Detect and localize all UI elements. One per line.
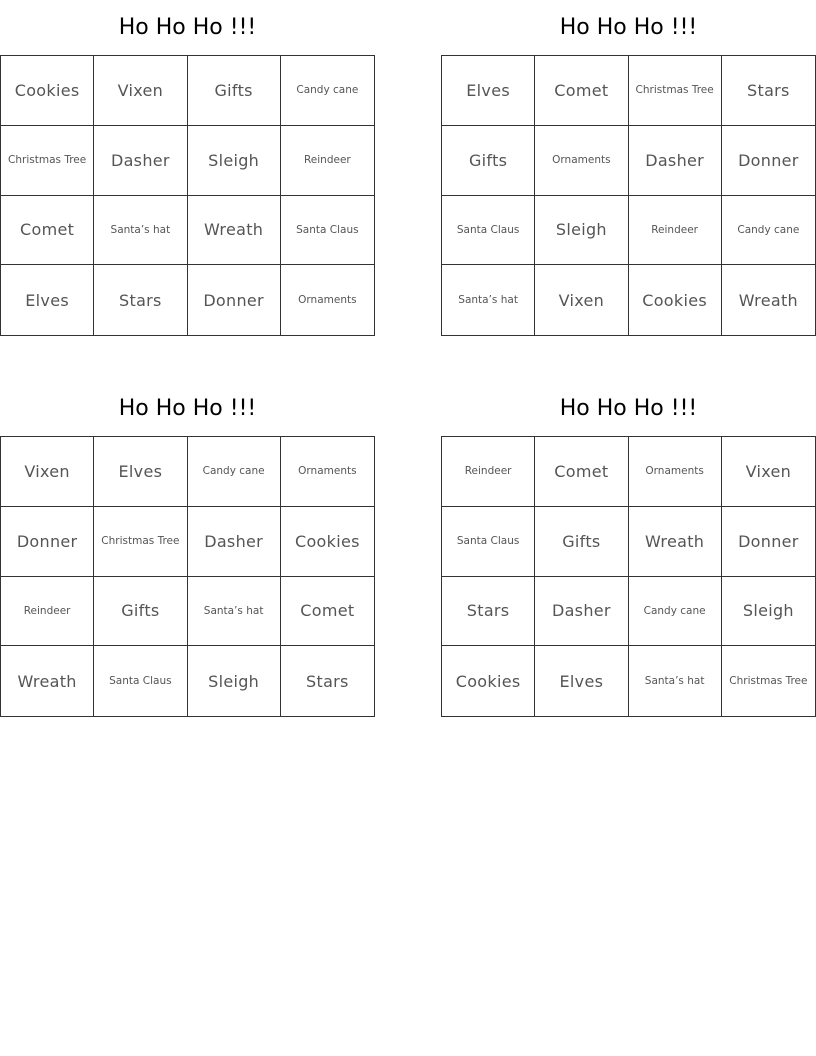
- bingo-cell: Donner: [722, 507, 815, 577]
- bingo-cell: Christmas Tree: [94, 507, 187, 577]
- bingo-cell: Reindeer: [442, 437, 535, 507]
- bingo-cell: Sleigh: [722, 577, 815, 647]
- bingo-cell: Ornaments: [629, 437, 722, 507]
- bingo-cell: Dasher: [535, 577, 628, 647]
- bingo-cell: Donner: [722, 126, 815, 196]
- bingo-cell: Sleigh: [188, 126, 281, 196]
- bingo-grid: [441, 55, 816, 336]
- card-title: Ho Ho Ho !!!: [559, 15, 698, 40]
- bingo-cell: Stars: [722, 56, 815, 126]
- bingo-cell: Dasher: [188, 507, 281, 577]
- bingo-grid: [0, 55, 375, 336]
- bingo-cell: Ornaments: [535, 126, 628, 196]
- bingo-cell: Elves: [442, 56, 535, 126]
- bingo-cell: Wreath: [1, 646, 94, 716]
- bingo-cell: Comet: [1, 196, 94, 266]
- bingo-cell: Sleigh: [188, 646, 281, 716]
- bingo-cell: Santa Claus: [442, 196, 535, 266]
- card-title: Ho Ho Ho !!!: [118, 396, 257, 421]
- bingo-cell: Vixen: [1, 437, 94, 507]
- bingo-cell: Gifts: [442, 126, 535, 196]
- bingo-cell: Reindeer: [1, 577, 94, 647]
- bingo-cell: Gifts: [535, 507, 628, 577]
- bingo-cell: Candy cane: [722, 196, 815, 266]
- card-title: Ho Ho Ho !!!: [559, 396, 698, 421]
- bingo-cell: Sleigh: [535, 196, 628, 266]
- bingo-cell: Vixen: [94, 56, 187, 126]
- bingo-cell: Santa’s hat: [188, 577, 281, 647]
- bingo-cell: Reindeer: [629, 196, 722, 266]
- bingo-grid: [0, 436, 375, 717]
- bingo-cell: Santa’s hat: [442, 265, 535, 335]
- bingo-cell: Cookies: [442, 646, 535, 716]
- bingo-cell: Comet: [281, 577, 374, 647]
- bingo-cell: Wreath: [629, 507, 722, 577]
- bingo-cell: Candy cane: [188, 437, 281, 507]
- bingo-cell: Santa Claus: [442, 507, 535, 577]
- bingo-cell: Donner: [188, 265, 281, 335]
- bingo-cell: Santa Claus: [281, 196, 374, 266]
- bingo-cell: Vixen: [535, 265, 628, 335]
- bingo-cell: Cookies: [1, 56, 94, 126]
- bingo-cell: Christmas Tree: [1, 126, 94, 196]
- bingo-cell: Reindeer: [281, 126, 374, 196]
- bingo-cell: Dasher: [94, 126, 187, 196]
- bingo-cell: Stars: [94, 265, 187, 335]
- bingo-cell: Christmas Tree: [629, 56, 722, 126]
- bingo-cell: Elves: [535, 646, 628, 716]
- bingo-cell: Gifts: [188, 56, 281, 126]
- bingo-cell: Santa Claus: [94, 646, 187, 716]
- bingo-cell: Ornaments: [298, 294, 357, 307]
- bingo-cell: Vixen: [722, 437, 815, 507]
- bingo-cell: Santa’s hat: [94, 196, 187, 266]
- bingo-cell: Stars: [442, 577, 535, 647]
- bingo-cell: Dasher: [629, 126, 722, 196]
- card-title: Ho Ho Ho !!!: [118, 15, 257, 40]
- bingo-cell: Wreath: [738, 290, 798, 310]
- bingo-cell: Christmas Tree: [729, 675, 808, 688]
- bingo-cell: Elves: [94, 437, 187, 507]
- bingo-grid: [441, 436, 816, 717]
- bingo-cell: Stars: [306, 671, 349, 691]
- bingo-cell: Gifts: [94, 577, 187, 647]
- bingo-cell: Wreath: [188, 196, 281, 266]
- bingo-cell: Comet: [535, 56, 628, 126]
- bingo-cell: Santa’s hat: [629, 646, 722, 716]
- bingo-cell: Elves: [1, 265, 94, 335]
- bingo-cell: Cookies: [629, 265, 722, 335]
- bingo-cell: Comet: [535, 437, 628, 507]
- bingo-cell: Cookies: [281, 507, 374, 577]
- bingo-cell: Candy cane: [629, 577, 722, 647]
- bingo-cell: Ornaments: [281, 437, 374, 507]
- bingo-cell: Donner: [1, 507, 94, 577]
- bingo-cell: Candy cane: [281, 56, 374, 126]
